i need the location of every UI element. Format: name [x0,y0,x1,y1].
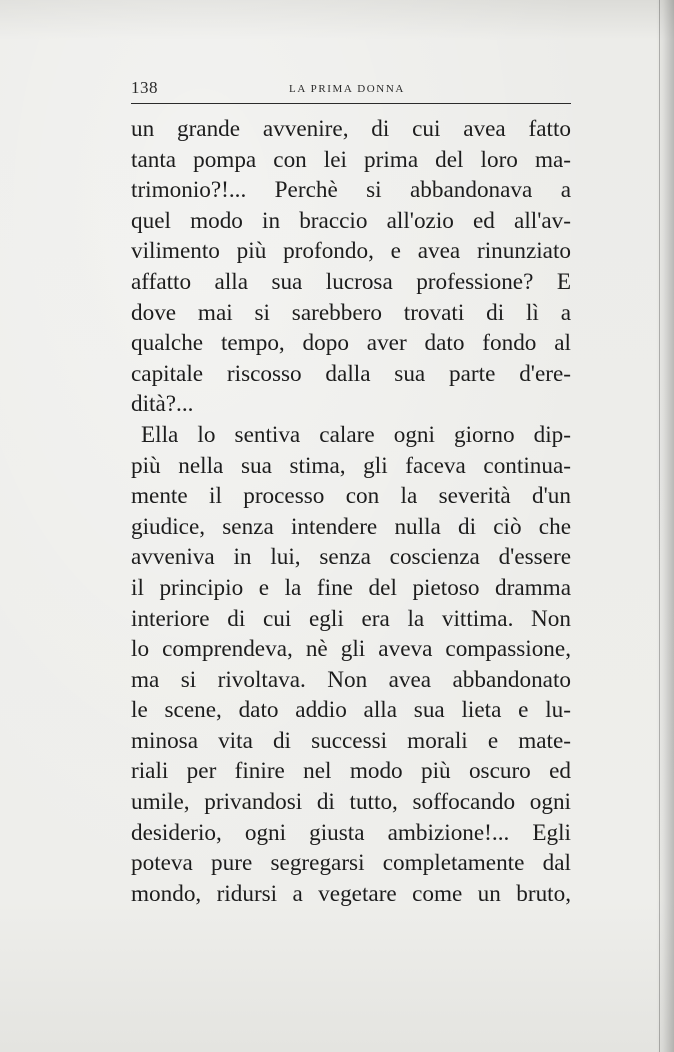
text-line: mente il processo con la severità d'un [131,483,571,510]
page-edge-line [659,0,660,1052]
text-line: quel modo in braccio all'ozio ed all'av- [131,207,571,234]
text-line: riali per finire nel modo più oscuro ed [131,758,571,785]
text-line: un grande avvenire, di cui avea fatto [131,116,571,142]
header-rule [131,103,571,104]
text-line: interiore di cui egli era la vittima. Non [131,605,571,632]
text-line: giudice, senza intendere nulla di ciò che [131,513,571,540]
text-line: affatto alla sua lucrosa professione? E [131,268,571,295]
text-line: avveniva in lui, senza coscienza d'essere [131,544,571,571]
text-line: lo comprendeva, nè gli aveva compassione, [131,636,571,663]
text-line: vilimento più profondo, e avea rinunziato [131,238,571,265]
text-line: minosa vita di successi morali e mate- [131,727,571,754]
text-line: capitale riscosso dalla sua parte d'ere- [131,360,571,387]
text-line: desiderio, ogni giusta ambizione!... Egli [131,819,571,846]
text-line: dità?... [131,391,194,418]
text-line: qualche tempo, dopo aver dato fondo al [131,330,571,357]
page-header [131,74,571,100]
text-line: mondo, ridursi a vegetare come un bruto, [131,880,571,907]
text-line: le scene, dato addio alla sua lieta e lu- [131,697,571,724]
text-line: tanta pompa con lei prima del loro ma- [131,146,571,173]
text-line: poteva pure segregarsi completamente dal [131,850,571,877]
text-line: il principio e la fine del pietoso dramma [131,574,571,601]
body-text [131,114,571,909]
paragraph-start-line: Ella lo sentiva calare ogni giorno dip- [141,421,571,448]
page-number: 138 [131,78,158,97]
running-title: LA PRIMA DONNA [289,83,405,95]
text-line: umile, privandosi di tutto, soffocando ogni [131,789,571,816]
text-line: trimonio?!... Perchè si abbandonava a [131,177,571,204]
text-line: dove mai si sarebbero trovati di lì a [131,299,571,326]
text-line: ma si rivoltava. Non avea abbandonato [131,666,571,693]
text-line: più nella sua stima, gli faceva continua- [131,452,571,479]
